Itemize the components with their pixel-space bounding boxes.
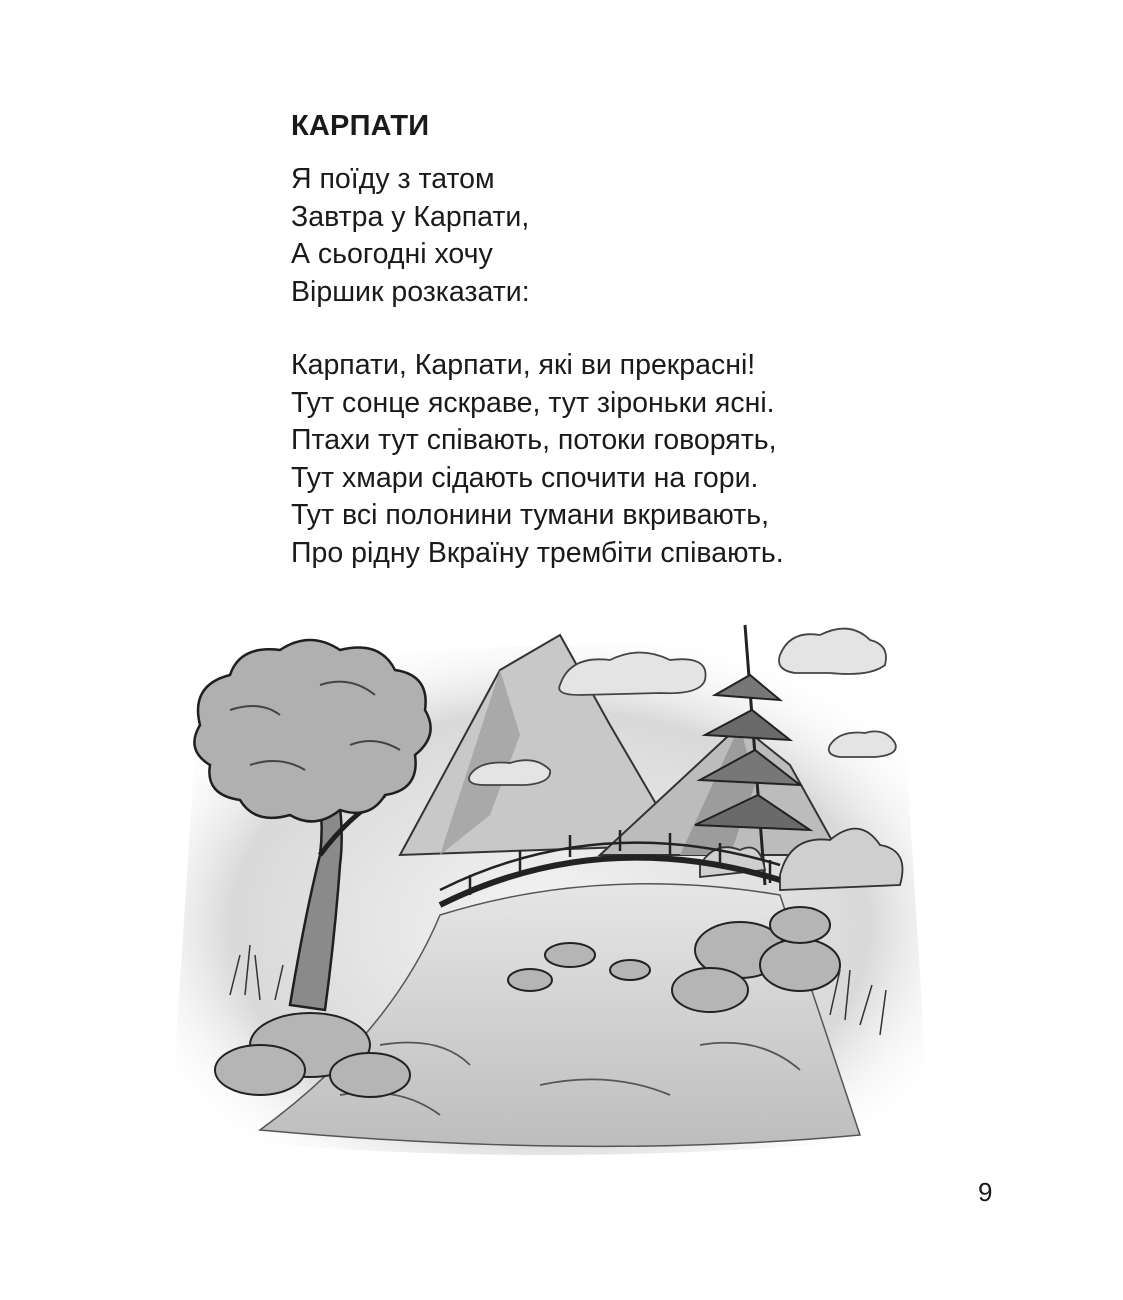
poem-stanza-2: [291, 347, 784, 572]
poem-line: Віршик розказати:: [291, 275, 530, 308]
poem-line: Тут всі полонини тумани вкривають,: [291, 499, 769, 531]
poem-line: Карпати, Карпати, які ви прекрасні!: [291, 349, 756, 381]
poem-line: Тут сонце яскраве, тут зіроньки ясні.: [291, 386, 775, 419]
page-number: 9: [978, 1177, 993, 1207]
poem-line: Завтра у Карпати,: [291, 200, 530, 233]
poem-stanza-1: [291, 161, 530, 311]
poem-line: Тут хмари сідають спочити на гори.: [291, 461, 759, 494]
poem-line: Я поїду з татом: [291, 163, 495, 195]
carpathian-landscape-illustration: [140, 615, 940, 1170]
poem-line: Птахи тут співають, потоки говорять,: [291, 424, 777, 456]
poem-title: КАРПАТИ: [291, 110, 430, 142]
poem-line: А сьогодні хочу: [291, 238, 493, 270]
poem-line: Про рідну Вкраїну трембіти співають.: [291, 536, 784, 569]
